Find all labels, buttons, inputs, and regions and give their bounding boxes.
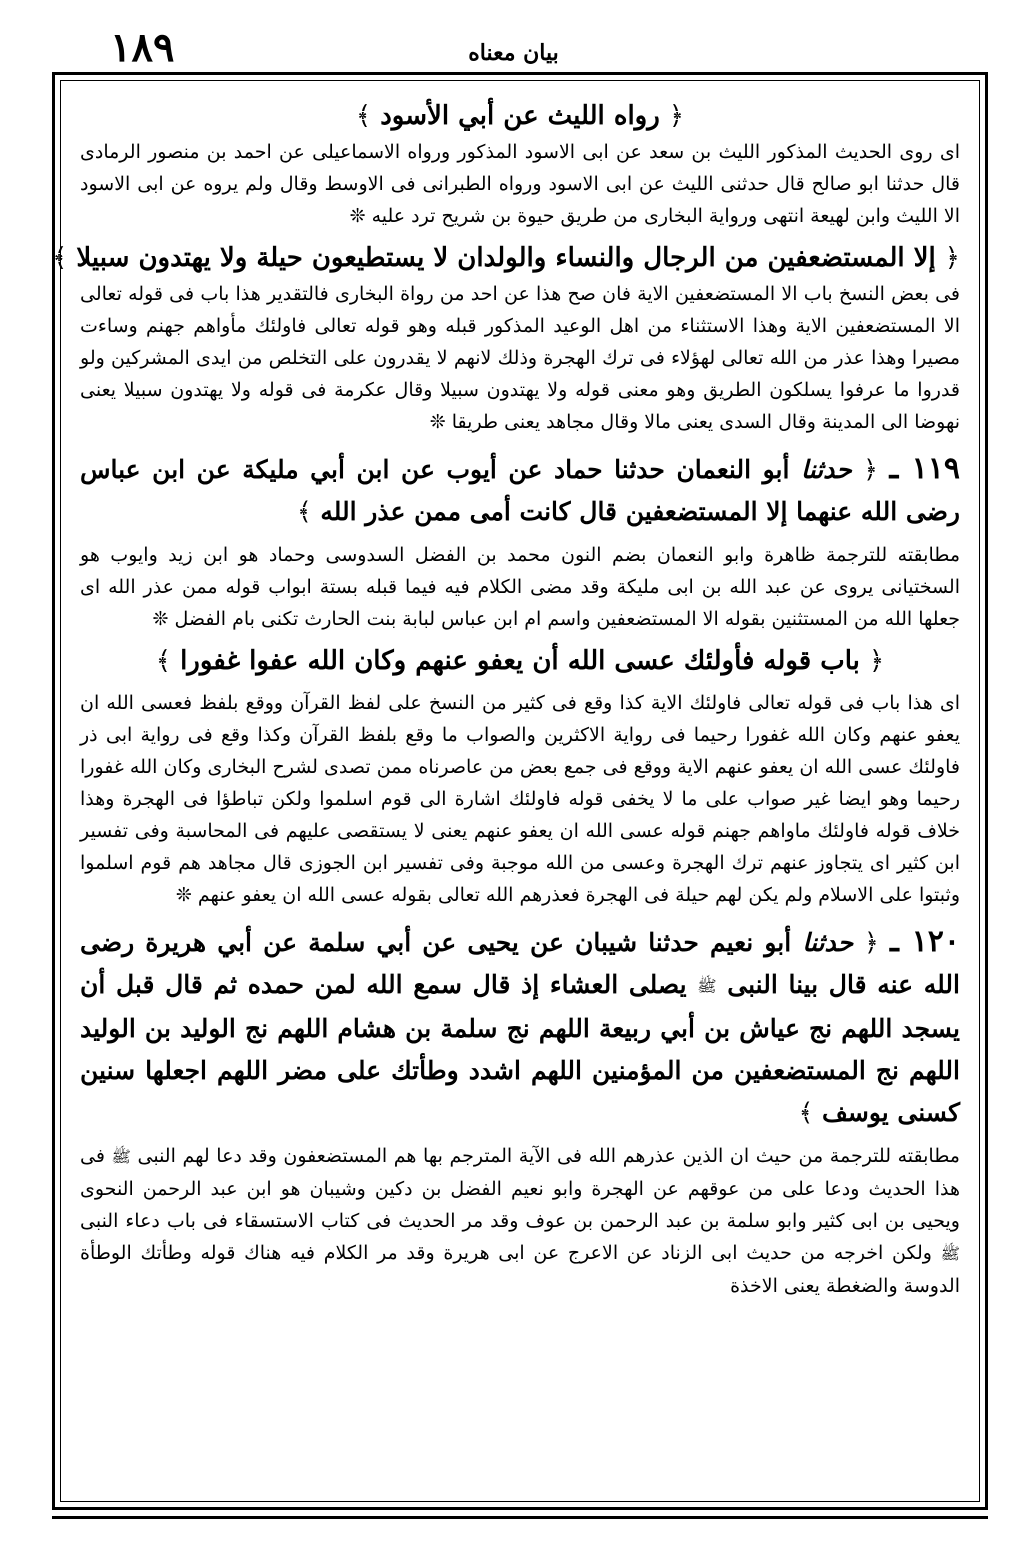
- commentary-text: اى روى الحديث المذكور الليث بن سعد عن ابى الاسود المذكور ورواه الاسماعيلى عن احمد بن منصور الرمادى قال حدثنا ابو صالح قال حدثنى الليث عن ابى الاسود ورواه الطبرانى فى الاوسط وقال ولم يروه عن ابى الاسود الا الليث وابن لهيعة انتهى ورواية البخارى من طريق حيوة بن شريح ترد عليه: [80, 141, 960, 227]
- salutation-icon: ﷺ: [940, 1243, 960, 1263]
- hadith-number: ١١٩ ـ: [889, 451, 960, 486]
- end-mark-icon: ❊: [349, 205, 366, 227]
- salutation-icon: ﷺ: [111, 1146, 131, 1166]
- commentary-paragraph: [80, 539, 960, 635]
- end-mark-icon: ❊: [152, 608, 169, 630]
- salutation-icon: ﷺ: [697, 976, 717, 996]
- hadith-120: [80, 921, 960, 1134]
- chapter-text: باب قوله فأولئك عسى الله أن يعفو عنهم وكان الله عفوا غفورا: [180, 646, 860, 676]
- commentary-text: ولكن اخرجه من حديث ابى الزناد عن الاعرج عن ابى هريرة وقد مر الكلام فيه هناك قوله وطأتك الوطأة الدوسة والضغطة يعنى الاخذة: [80, 1241, 960, 1297]
- commentary-text: مطابقته للترجمة ظاهرة وابو النعمان بضم النون محمد بن الفضل السدوسى وحماد هو ابن زيد وايوب هو السختيانى يروى عن عبد الله بن ابى مليكة وقد مضى الكلام فيه فيما قبله بستة ابواب قوله ممن عذر الله اى جعلها الله من المستثنين بقوله الا المستضعفين واسم ام ابن عباس لبابة بنت الحارث تكنى بام الفضل: [80, 544, 960, 630]
- verse-heading: [52, 238, 960, 278]
- page-number: ١٨٩: [110, 24, 175, 71]
- heading-text: رواه الليث عن أبي الأسود: [380, 101, 660, 131]
- ornament-open-icon: ﴿: [863, 455, 878, 484]
- ornament-open-icon: ﴿: [944, 243, 960, 273]
- page-content: [52, 96, 961, 1486]
- end-mark-icon: ❊: [429, 411, 446, 433]
- commentary-text: فى بعض النسخ باب الا المستضعفين الاية فان صح هذا عن احد من رواة البخارى فالتقدير هذا باب فى قوله تعالى الا المستضعفين الاية وهذا الاستثناء من اهل الوعيد المذكور قبله وهو قوله تعالى فاولئك مأواهم جهنم وساءت مصيرا وهذا عذر من الله تعالى لهؤلاء فى ترك الهجرة وذلك لانهم لا يقدرون على التخلص من ايدى المشركين ولو قدروا ما عرفوا يسلكون الطريق وهو معنى قوله ولا يهتدون سبيلا وقال عكرمة فى قوله ولا يهتدون سبيلا يعنى نهوضا الى المدينة وقال السدى يعنى مالا وقال مجاهد يعنى طريقا: [80, 283, 961, 433]
- end-mark-icon: ❊: [175, 884, 192, 906]
- hadith-number: ١٢٠ ـ: [889, 924, 960, 959]
- hadith-119: [80, 448, 960, 533]
- haddathana-label: حدثنا: [802, 928, 854, 957]
- haddathana-label: حدثنا: [801, 455, 852, 484]
- bottom-rule: [52, 1516, 988, 1519]
- commentary-text: فى هذا الحديث ودعا على من عوقهم عن الهجرة وابو نعيم الفضل بن دكين وشيبان هو ابن عبد الرحمن النحوى ويحيى بن ابى كثير وابو سلمة بن عبد الرحمن بن عوف وقد مر الحديث فى كتاب الاستسقاء فى باب دعاء النبى: [80, 1144, 960, 1232]
- commentary-paragraph: [80, 687, 960, 911]
- ornament-open-icon: ﴿: [864, 928, 879, 957]
- hadith-text: أبو نعيم حدثنا شيبان عن يحيى عن أبي سلمة عن أبي هريرة رضى الله عنه قال بينا النبى: [80, 928, 960, 999]
- verse-text: إلا المستضعفين من الرجال والنساء والولدان لا يستطيعون حيلة ولا يهتدون سبيلا: [76, 243, 936, 273]
- section-heading: [80, 96, 960, 136]
- commentary-text: مطابقته للترجمة من حيث ان الذين عذرهم الله فى الآية المترجم بها هم المستضعفون وقد دعا لهم النبى: [137, 1144, 960, 1167]
- commentary-paragraph: [80, 136, 960, 232]
- chapter-heading: [80, 641, 960, 681]
- ornament-close-icon: ﴾: [355, 101, 372, 131]
- hadith-text: أبو النعمان حدثنا حماد عن أيوب عن ابن أبي مليكة عن ابن عباس رضى الله عنهما إلا المستضعفين قال كانت أمى ممن عذر الله: [80, 455, 960, 526]
- commentary-paragraph: [80, 278, 960, 438]
- commentary-text: اى هذا باب فى قوله تعالى فاولئك الاية كذا وقع فى كثير من النسخ على لفظ القرآن ووقع بلفظ فعسى الله ان يعفو عنهم وكان الله غفورا رحيما فى رواية الاكثرين والصواب ما وقع بلفظ القرآن وكذا وقع فى رواية ابى ذر فاولئك عسى الله ان يعفو عنهم الاية ووقع فى جمع بعض من عاصرناه ممن تصدى لشرح البخارى وكان الله غفورا رحيما وهو ايضا غير صواب على ما لا يخفى قوله فاولئك اشارة الى قوم اسلموا ولكن تباطؤا فى الهجرة وهذا خلاف قوله فاولئك ماواهم جهنم قوله عسى الله ان يعفو عنهم يعنى لا يستقصى عليهم فى المحاسبة وفى تفسير ابن كثير اى يتجاوز عنهم ترك الهجرة وعسى من الله موجبة وفى تفسير ابن الجوزى قال مجاهد هم قوم اسلموا وثبتوا على الاسلام ولم يكن لهم حيلة فى الهجرة فعذرهم الله تعالى بقوله عسى الله ان يعفو عنهم: [80, 692, 960, 906]
- running-title: بيان معناه: [468, 40, 559, 66]
- ornament-open-icon: ﴿: [668, 101, 685, 131]
- ornament-close-icon: ﴾: [155, 646, 172, 676]
- ornament-open-icon: ﴿: [868, 646, 885, 676]
- ornament-close-icon: ﴾: [296, 497, 312, 526]
- ornament-close-icon: ﴾: [798, 1097, 814, 1127]
- ornament-close-icon: ﴾: [52, 243, 68, 273]
- hadith-text: يصلى العشاء إذ قال سمع الله لمن حمده ثم قال قبل أن يسجد اللهم نج عياش بن أبي ربيعة اللهم نج سلمة بن هشام اللهم نج الوليد بن الوليد اللهم نج المستضعفين من المؤمنين اللهم اشدد وطأتك على مضر اللهم اجعلها سنين كسنى يوسف: [80, 970, 960, 1127]
- commentary-paragraph: [80, 1140, 960, 1302]
